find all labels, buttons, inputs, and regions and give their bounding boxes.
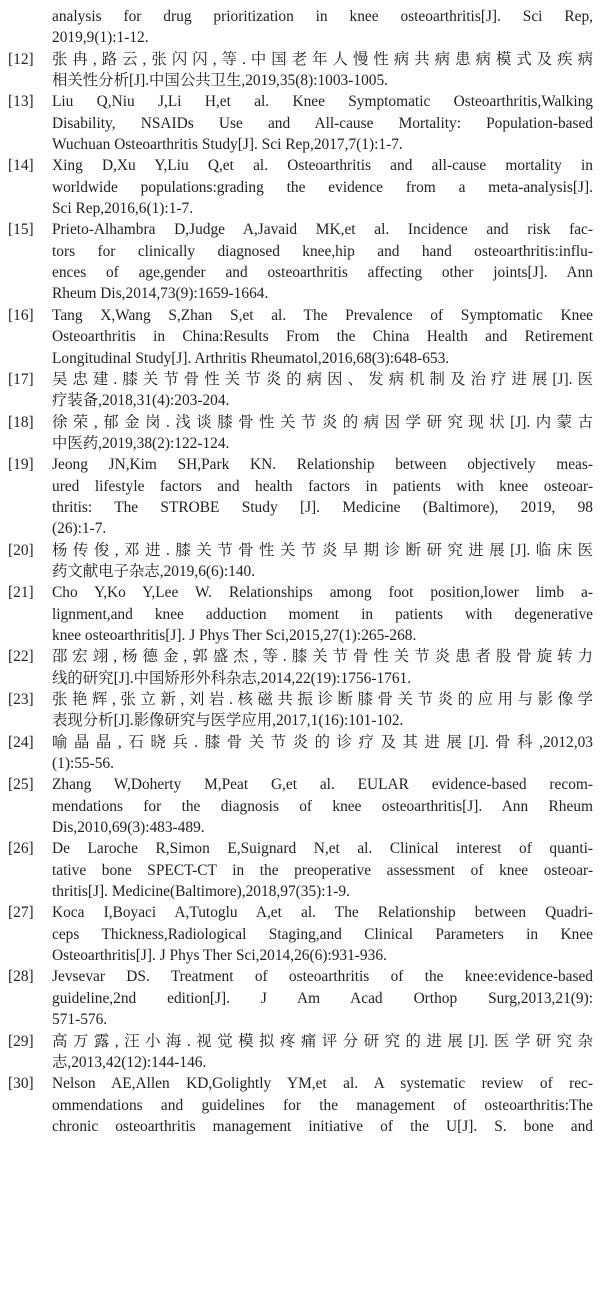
reference-entry (8, 646, 593, 689)
reference-line: Liu Q,Niu J,Li H,et al. Knee Symptomatic Osteoarthritis,Walking (52, 93, 593, 111)
reference-line: mendations for the diagnosis of knee osteoarthritis[J]. Ann Rheum (52, 797, 593, 815)
reference-entry (8, 838, 593, 902)
reference-line: Osteoarthritis[J]. J Phys Ther Sci,2014,26(6):931-936. (52, 947, 387, 965)
reference-text (52, 454, 593, 539)
reference-text (52, 902, 593, 966)
reference-number: [14] (8, 157, 34, 175)
reference-line: lignment,and knee adduction moment in patients with degenerative (52, 605, 593, 623)
reference-line: 2019,9(1):1-12. (52, 29, 149, 47)
reference-line: 疗装备,2018,31(4):203-204. (52, 392, 230, 410)
reference-text (52, 155, 593, 219)
reference-entry (8, 540, 593, 583)
reference-line: tative bone SPECT-CT in the preoperative assessment of knee osteoar- (52, 861, 593, 879)
reference-number: [17] (8, 370, 34, 388)
reference-line: Nelson AE,Allen KD,Golightly YM,et al. A systematic review of rec- (52, 1075, 593, 1093)
reference-entry (8, 1031, 593, 1074)
reference-line: chronic osteoarthritis management initiative of the U[J]. S. bone and (52, 1117, 593, 1135)
reference-entry (8, 1073, 593, 1137)
reference-number: [12] (8, 50, 34, 68)
reference-line: 张艳辉,张立新,刘岩.核磁共振诊断膝骨关节炎的应用与影像学 (52, 691, 593, 708)
reference-text (52, 582, 593, 646)
reference-line: Dis,2010,69(3):483-489. (52, 819, 205, 837)
reference-text (52, 305, 593, 369)
reference-line: 571-576. (52, 1011, 108, 1029)
reference-line: 邵宏翊,杨德金,郭盛杰,等.膝关节骨性关节炎患者股骨旋转力 (52, 648, 593, 666)
reference-entry (8, 774, 593, 838)
reference-line: Disability, NSAIDs Use and All-cause Mortality: Population-based (52, 114, 593, 132)
reference-line: analysis for drug prioritization in knee osteoarthritis[J]. Sci Rep, (52, 8, 593, 25)
reference-number: [28] (8, 968, 34, 986)
reference-entry (8, 155, 593, 219)
reference-entry (8, 902, 593, 966)
reference-number: [23] (8, 691, 34, 708)
reference-entry (8, 732, 593, 775)
reference-line: Sci Rep,2016,6(1):1-7. (52, 200, 194, 218)
reference-line: knee osteoarthritis[J]. J Phys Ther Sci,2015,27(1):265-268. (52, 626, 417, 644)
reference-text (52, 838, 593, 902)
reference-line: (26):1-7. (52, 520, 107, 538)
reference-line: 表现分析[J].影像研究与医学应用,2017,1(16):101-102. (52, 712, 404, 730)
reference-text (52, 732, 593, 775)
reference-line: 线的研究[J].中国矫形外科杂志,2014,22(19):1756-1761. (52, 669, 412, 687)
reference-text (52, 689, 593, 732)
reference-line: 高万露,汪小海.视觉模拟疼痛评分研究的进展[J].医学研究杂 (52, 1032, 593, 1050)
reference-entry (8, 6, 593, 49)
reference-text (52, 966, 593, 1030)
reference-line: Osteoarthritis in China:Results From the China Health and Retirement (52, 328, 593, 346)
reference-line: 喻晶晶,石晓兵.膝骨关节炎的诊疗及其进展[J].骨科,2012,03 (52, 733, 593, 751)
reference-text (52, 412, 593, 455)
reference-entry (8, 305, 593, 369)
reference-line: Zhang W,Doherty M,Peat G,et al. EULAR evidence-based recom- (52, 776, 593, 794)
reference-number: [25] (8, 776, 34, 794)
reference-line: Prieto-Alhambra D,Judge A,Javaid MK,et al. Incidence and risk fac- (52, 221, 593, 239)
reference-line: 张冉,路云,张闪闪,等.中国老年人慢性病共病患病模式及疾病 (52, 50, 593, 68)
reference-line: ured lifestyle factors and health factors in patients with knee osteoar- (52, 477, 593, 495)
reference-text (52, 540, 593, 583)
reference-line: 药文献电子杂志,2019,6(6):140. (52, 562, 256, 580)
reference-entry (8, 412, 593, 455)
reference-entry (8, 966, 593, 1030)
reference-number: [30] (8, 1075, 34, 1093)
reference-number: [26] (8, 840, 34, 858)
reference-line: ceps Thickness,Radiological Staging,and Clinical Parameters in Knee (52, 925, 593, 943)
reference-line: 徐荣,郁金岗.浅谈膝骨性关节炎的病因学研究现状[J].内蒙古 (52, 413, 593, 431)
reference-entry (8, 582, 593, 646)
reference-line: tors for clinically diagnosed knee,hip and hand osteoarthritis:influ- (52, 242, 593, 260)
reference-number: [16] (8, 306, 34, 324)
reference-line: guideline,2nd edition[J]. J Am Acad Orthop Surg,2013,21(9): (52, 989, 593, 1007)
reference-number: [22] (8, 648, 34, 666)
reference-entry (8, 91, 593, 155)
reference-line: (1):55-56. (52, 755, 114, 773)
reference-entry (8, 49, 593, 92)
reference-text (52, 1031, 593, 1074)
reference-number: [27] (8, 904, 34, 922)
reference-number: [13] (8, 93, 34, 111)
reference-text (52, 219, 593, 304)
reference-number: [19] (8, 456, 34, 474)
reference-text (52, 774, 593, 838)
reference-number: [18] (8, 413, 34, 431)
reference-entry (8, 369, 593, 412)
reference-line: 吴忠建.膝关节骨性关节炎的病因、发病机制及治疗进展[J].医 (52, 370, 593, 388)
reference-line: Longitudinal Study[J]. Arthritis Rheumatol,2016,68(3):648-653. (52, 349, 450, 367)
reference-line: thritis: The STROBE Study [J]. Medicine (Baltimore), 2019, 98 (52, 498, 593, 516)
reference-text (52, 6, 593, 49)
reference-text (52, 91, 593, 155)
reference-number: [24] (8, 733, 34, 751)
reference-text (52, 369, 593, 412)
reference-line: worldwide populations:grading the evidence from a meta-analysis[J]. (52, 178, 593, 196)
reference-text (52, 49, 593, 92)
reference-entry (8, 454, 593, 539)
reference-entry (8, 219, 593, 304)
reference-line: Jeong JN,Kim SH,Park KN. Relationship between objectively meas- (52, 456, 593, 474)
reference-entry (8, 689, 593, 732)
reference-line: ences of age,gender and osteoarthritis affecting other joints[J]. Ann (52, 264, 593, 282)
reference-line: ommendations and guidelines for the management of osteoarthritis:The (52, 1096, 593, 1114)
reference-number: [20] (8, 541, 34, 559)
reference-line: Cho Y,Ko Y,Lee W. Relationships among foot position,lower limb a- (52, 584, 593, 602)
reference-line: Xing D,Xu Y,Liu Q,et al. Osteoarthritis and all-cause mortality in (52, 157, 593, 175)
reference-line: De Laroche R,Simon E,Suignard N,et al. Clinical interest of quanti- (52, 840, 593, 858)
reference-line: 相关性分析[J].中国公共卫生,2019,35(8):1003-1005. (52, 72, 389, 90)
reference-line: Jevsevar DS. Treatment of osteoarthritis of the knee:evidence-based (52, 968, 593, 986)
reference-line: Rheum Dis,2014,73(9):1659-1664. (52, 285, 269, 303)
reference-number: [29] (8, 1032, 34, 1050)
reference-line: 志,2013,42(12):144-146. (52, 1053, 207, 1071)
reference-line: Tang X,Wang S,Zhan S,et al. The Prevalence of Symptomatic Knee (52, 306, 593, 324)
reference-line: 中医药,2019,38(2):122-124. (52, 434, 230, 452)
reference-text (52, 646, 593, 689)
reference-number: [21] (8, 584, 34, 602)
reference-line: thritis[J]. Medicine(Baltimore),2018,97(35):1-9. (52, 883, 350, 901)
reference-text (52, 1073, 593, 1137)
reference-line: Wuchuan Osteoarthritis Study[J]. Sci Rep,2017,7(1):1-7. (52, 136, 403, 154)
reference-number: [15] (8, 221, 34, 239)
reference-line: Koca I,Boyaci A,Tutoglu A,et al. The Relationship between Quadri- (52, 904, 593, 922)
reference-line: 杨传俊,邓进.膝关节骨性关节炎早期诊断研究进展[J].临床医 (52, 541, 593, 559)
